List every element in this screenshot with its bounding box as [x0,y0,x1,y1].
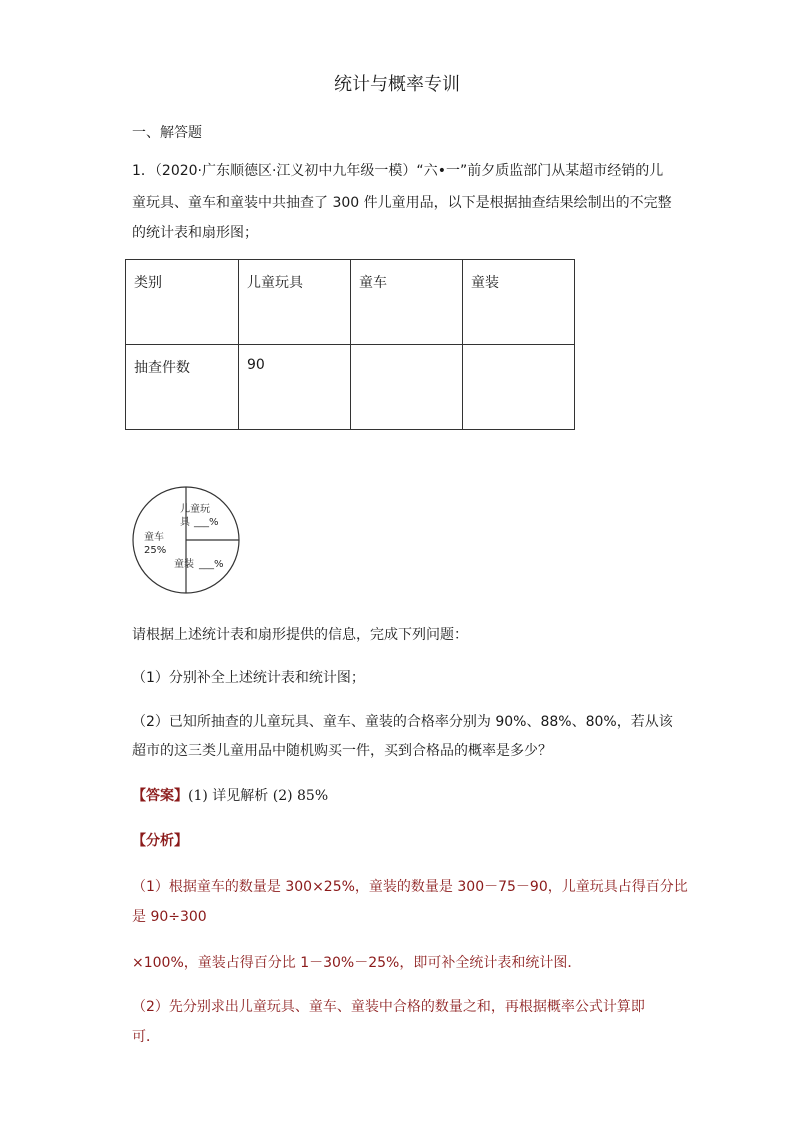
section-heading: 一、解答题 [132,125,202,141]
pie-label-toy-cont: 具 [180,517,190,528]
table-cell: 90 [239,345,351,430]
pie-label-toy: 儿童玩 [180,504,210,515]
question-2-line-2: 超市的这三类儿童用品中随机购买一件，买到合格品的概率是多少？ [132,743,552,759]
pie-value-toy: ___% [194,517,219,528]
table-row [126,345,575,430]
pie-value-cloth: ___% [199,559,224,570]
statistics-table [125,259,575,430]
table-cell [351,345,463,430]
question-intro: 请根据上述统计表和扇形提供的信息，完成下列问题： [132,627,468,643]
table-header-cell: 类别 [126,260,239,345]
problem-line-1: 1．（2020·广东顺德区·江义初中九年级一模）“六•一”前夕质监部门从某超市经销的儿 [132,163,664,179]
analysis-p1-line-1: （1）根据童车的数量是 300×25%，童装的数量是 300－75－90，儿童玩具占得百分比 [132,879,688,895]
table-cell [463,345,575,430]
question-1: （1）分别补全上述统计表和统计图； [132,670,365,686]
analysis-p2-line-1: （2）先分别求出儿童玩具、童车、童装中合格的数量之和，再根据概率公式计算即 [132,999,645,1015]
table-row [126,260,575,345]
pie-chart [128,482,244,598]
table-header-cell: 童车 [351,260,463,345]
problem-line-3: 的统计表和扇形图； [132,225,258,241]
table-cell: 抽查件数 [126,345,239,430]
table-header-cell: 儿童玩具 [239,260,351,345]
question-2-line-1: （2）已知所抽查的儿童玩具、童车、童装的合格率分别为 90%、88%、80%，若从该 [132,714,673,730]
pie-label-car: 童车 [144,532,164,543]
pie-value-car: 25% [144,545,167,556]
pie-label-cloth: 童装 [174,559,194,570]
answer-line [132,785,328,805]
problem-line-2: 童玩具、童车和童装中共抽查了 300 件儿童用品，以下是根据抽查结果绘制出的不完整 [132,195,672,211]
analysis-p1-line-3: ×100%，童装占得百分比 1－30%－25%，即可补全统计表和统计图． [132,955,582,971]
analysis-label: 【分析】 [132,833,188,849]
answer-text: (1) 详见解析 (2) 85% [188,788,329,804]
page-title: 统计与概率专训 [334,74,460,95]
answer-label: 【答案】 [132,788,188,804]
table-header-cell: 童装 [463,260,575,345]
analysis-p2-line-2: 可． [132,1029,160,1045]
analysis-p1-line-2: 是 90÷300 [132,909,207,925]
